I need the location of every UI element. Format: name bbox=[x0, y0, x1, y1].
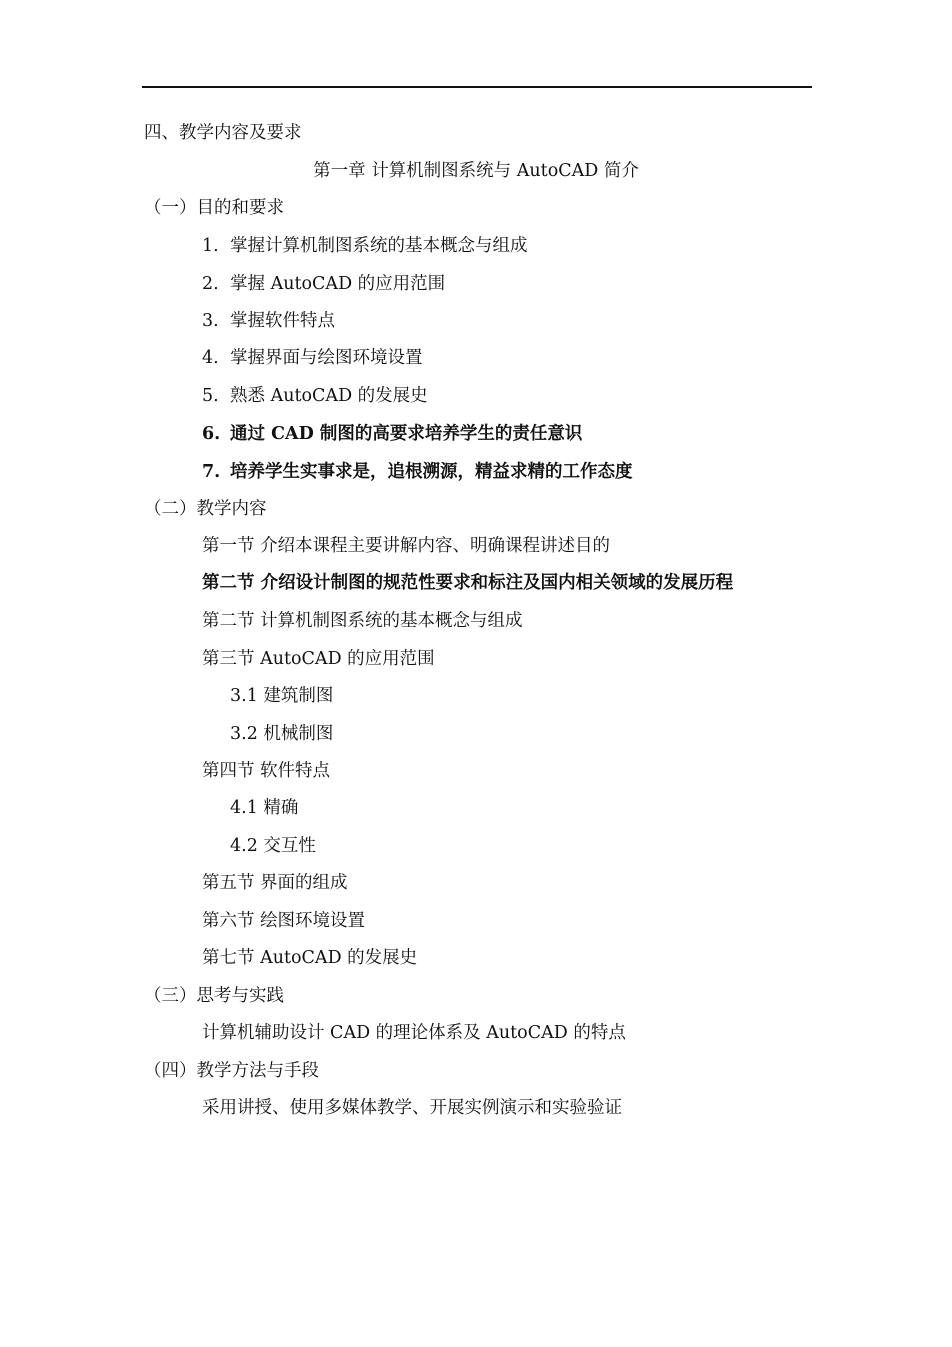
list-item bbox=[202, 347, 423, 369]
header-rule bbox=[142, 86, 812, 88]
content-line: 第五节 界面的组成 bbox=[202, 873, 348, 893]
section-heading: 四、教学内容及要求 bbox=[144, 123, 302, 143]
item-number: 5. bbox=[202, 386, 219, 406]
item-number: 7. bbox=[202, 462, 221, 482]
chapter-title: 第一章 计算机制图系统与 AutoCAD 简介 bbox=[313, 161, 639, 181]
list-item bbox=[202, 273, 445, 295]
item-number: 6. bbox=[202, 424, 221, 444]
list-item bbox=[202, 235, 528, 257]
content-line-bold: 第二节 介绍设计制图的规范性要求和标注及国内相关领域的发展历程 bbox=[202, 573, 734, 593]
part2-heading: （二）教学内容 bbox=[144, 499, 267, 519]
item-text: 掌握计算机制图系统的基本概念与组成 bbox=[230, 236, 528, 256]
list-item bbox=[202, 385, 428, 407]
content-line: 第六节 绘图环境设置 bbox=[202, 911, 366, 931]
item-text: 通过 CAD 制图的高要求培养学生的责任意识 bbox=[230, 424, 583, 444]
part3-text: 计算机辅助设计 CAD 的理论体系及 AutoCAD 的特点 bbox=[202, 1023, 626, 1043]
content-line: 第三节 AutoCAD 的应用范围 bbox=[202, 649, 435, 669]
item-number: 4. bbox=[202, 348, 219, 368]
item-text: 掌握界面与绘图环境设置 bbox=[230, 348, 423, 368]
part3-heading: （三）思考与实践 bbox=[144, 986, 284, 1006]
part4-heading: （四）教学方法与手段 bbox=[144, 1061, 319, 1081]
sub-item: 3.2 机械制图 bbox=[230, 724, 334, 744]
item-number: 2. bbox=[202, 274, 219, 294]
content-line: 第四节 软件特点 bbox=[202, 761, 331, 781]
content-line: 第二节 计算机制图系统的基本概念与组成 bbox=[202, 611, 523, 631]
content-line: 第七节 AutoCAD 的发展史 bbox=[202, 948, 418, 968]
list-item-bold bbox=[202, 461, 633, 483]
item-text: 掌握 AutoCAD 的应用范围 bbox=[230, 274, 446, 294]
part1-heading: （一）目的和要求 bbox=[144, 198, 284, 218]
sub-item: 4.2 交互性 bbox=[230, 836, 316, 856]
item-text: 熟悉 AutoCAD 的发展史 bbox=[230, 386, 428, 406]
sub-item: 3.1 建筑制图 bbox=[230, 686, 334, 706]
item-text: 掌握软件特点 bbox=[230, 311, 335, 331]
list-item-bold bbox=[202, 423, 582, 445]
item-number: 1. bbox=[202, 236, 219, 256]
content-line: 第一节 介绍本课程主要讲解内容、明确课程讲述目的 bbox=[202, 536, 611, 556]
item-text: 培养学生实事求是，追根溯源，精益求精的工作态度 bbox=[230, 462, 633, 482]
part4-text: 采用讲授、使用多媒体教学、开展实例演示和实验验证 bbox=[202, 1098, 622, 1118]
sub-item: 4.1 精确 bbox=[230, 798, 299, 818]
item-number: 3. bbox=[202, 311, 219, 331]
list-item bbox=[202, 310, 335, 332]
